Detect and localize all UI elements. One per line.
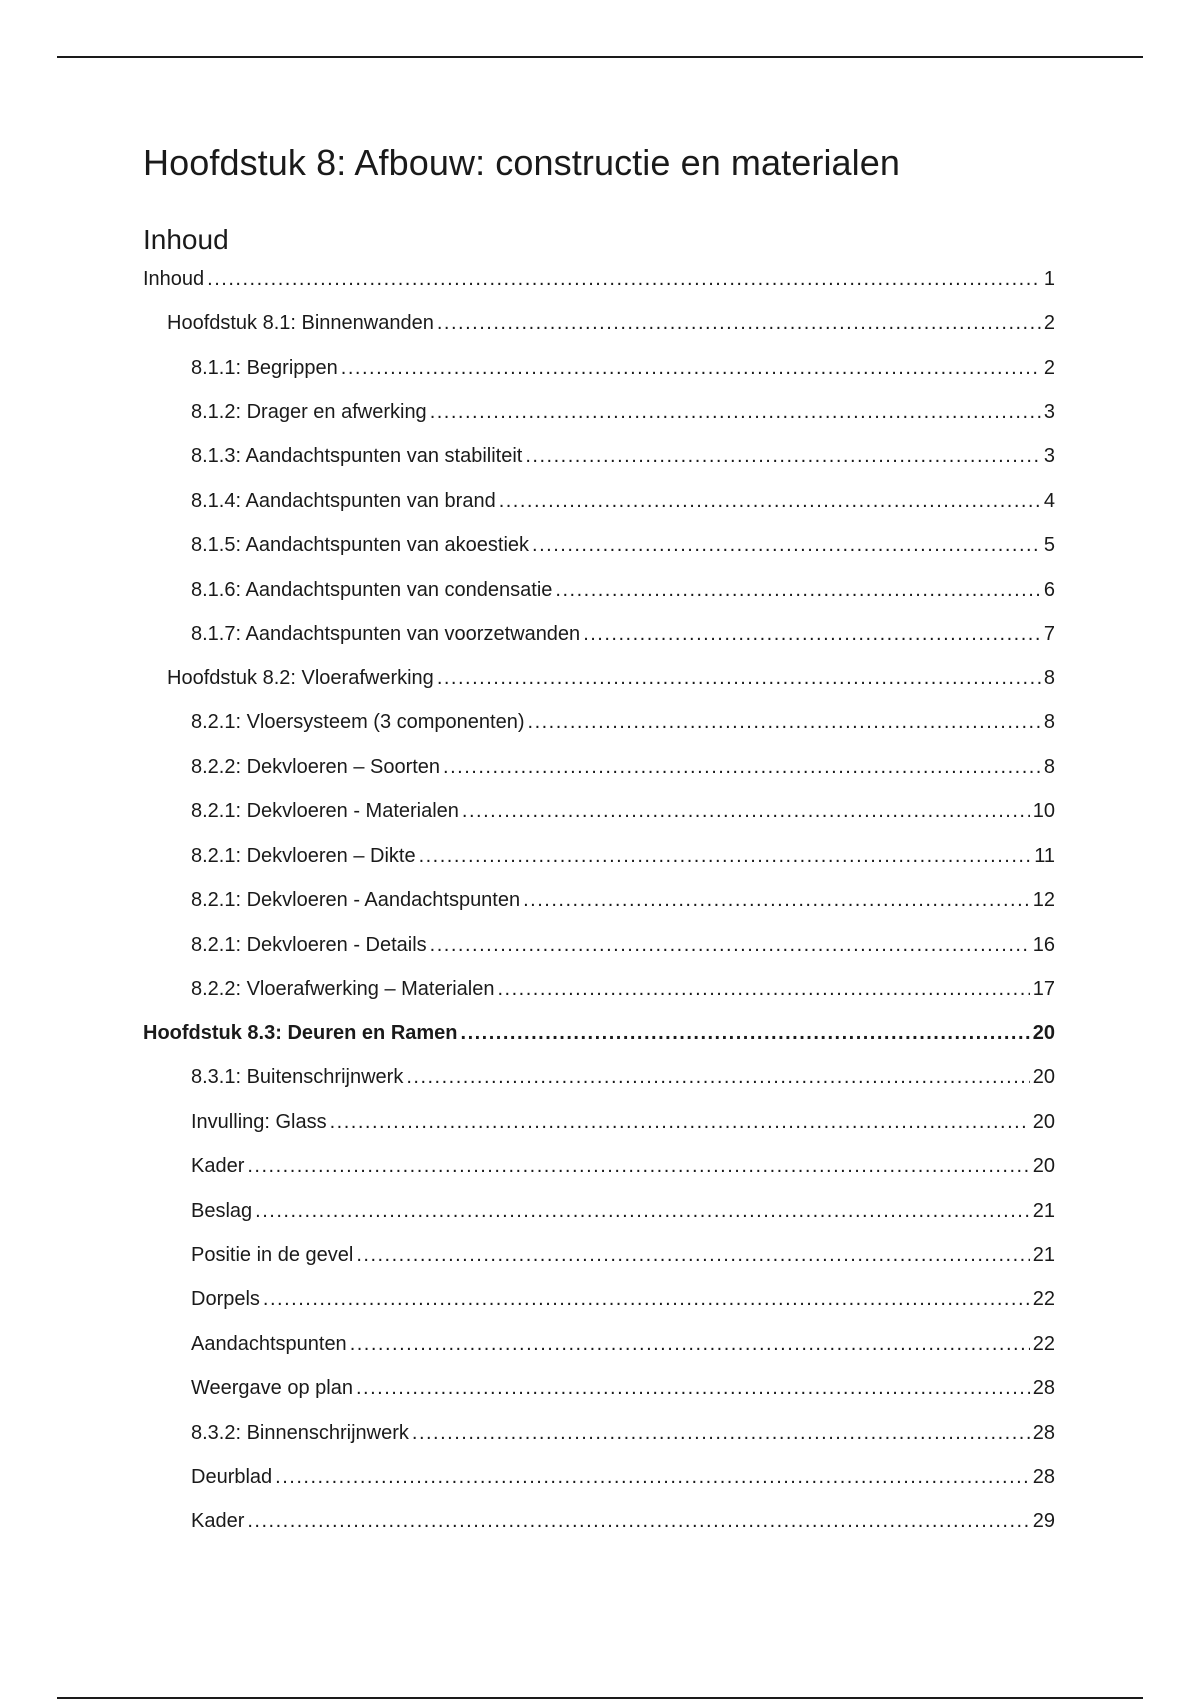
- toc-entry-label: 8.1.7: Aandachtspunten van voorzetwanden: [191, 623, 581, 645]
- toc-leader-dots: [437, 308, 1041, 338]
- toc-entry[interactable]: [191, 885, 1055, 915]
- toc-entry[interactable]: [191, 486, 1055, 516]
- toc-entry-label: 8.2.1: Dekvloeren - Materialen: [191, 800, 459, 822]
- toc-entry-page: 22: [1032, 1333, 1055, 1355]
- toc-entry-page: 28: [1032, 1422, 1055, 1444]
- toc-entry-page: 1: [1043, 268, 1055, 290]
- toc-leader-dots: [498, 974, 1030, 1004]
- toc-entry-page: 21: [1032, 1244, 1055, 1266]
- toc-entry-page: 5: [1043, 534, 1055, 556]
- toc-entry-label: Beslag: [191, 1200, 253, 1222]
- toc-entry-label: Inhoud: [143, 268, 205, 290]
- toc-entry-page: 7: [1043, 623, 1055, 645]
- toc-entry-label: 8.1.1: Begrippen: [191, 357, 338, 379]
- toc-entry-label: Dorpels: [191, 1288, 260, 1310]
- toc-entry-page: 20: [1032, 1066, 1055, 1088]
- toc-entry-page: 20: [1032, 1111, 1055, 1133]
- toc-leader-dots: [356, 1373, 1030, 1403]
- toc-entry[interactable]: [191, 575, 1055, 605]
- toc-leader-dots: [528, 707, 1041, 737]
- toc-entry-page: 11: [1034, 845, 1055, 867]
- toc-entry[interactable]: [191, 841, 1055, 871]
- toc-entry[interactable]: [191, 1418, 1055, 1448]
- toc-leader-dots: [263, 1284, 1030, 1314]
- toc-leader-dots: [255, 1196, 1030, 1226]
- document-title: Hoofdstuk 8: Afbouw: constructie en materialen: [143, 142, 901, 183]
- toc-entry[interactable]: [167, 308, 1055, 338]
- toc-leader-dots: [419, 841, 1032, 871]
- toc-entry-label: Kader: [191, 1155, 245, 1177]
- toc-entry-label: Invulling: Glass: [191, 1111, 327, 1133]
- toc-entry-label: 8.1.5: Aandachtspunten van akoestiek: [191, 534, 530, 556]
- toc-entry-page: 6: [1043, 579, 1055, 601]
- toc-entry-label: 8.1.2: Drager en afwerking: [191, 401, 427, 423]
- toc-entry-page: 10: [1032, 800, 1055, 822]
- toc-entry-page: 2: [1043, 357, 1055, 379]
- toc-entry-label: 8.2.1: Vloersysteem (3 componenten): [191, 711, 525, 733]
- toc-entry-page: 20: [1032, 1155, 1055, 1177]
- toc-entry-label: 8.1.3: Aandachtspunten van stabiliteit: [191, 445, 523, 467]
- toc-entry-page: 8: [1043, 711, 1055, 733]
- toc-entry-page: 20: [1032, 1022, 1055, 1044]
- toc-entry-page: 3: [1043, 401, 1055, 423]
- toc-leader-dots: [437, 663, 1041, 693]
- toc-entry[interactable]: [191, 1506, 1055, 1536]
- toc-entry-label: 8.1.6: Aandachtspunten van condensatie: [191, 579, 553, 601]
- toc-entry[interactable]: [191, 796, 1055, 826]
- toc-leader-dots: [247, 1151, 1029, 1181]
- toc-entry-label: Hoofdstuk 8.3: Deuren en Ramen: [143, 1022, 458, 1044]
- toc-leader-dots: [443, 752, 1041, 782]
- toc-entry[interactable]: [191, 1462, 1055, 1492]
- toc-leader-dots: [406, 1062, 1029, 1092]
- toc-leader-dots: [523, 885, 1030, 915]
- toc-entry[interactable]: [191, 1329, 1055, 1359]
- toc-entry-label: 8.2.1: Dekvloeren - Details: [191, 934, 427, 956]
- toc-entry-page: 12: [1032, 889, 1055, 911]
- toc-entry-label: 8.1.4: Aandachtspunten van brand: [191, 490, 496, 512]
- toc-leader-dots: [341, 353, 1041, 383]
- toc-entry-label: Positie in de gevel: [191, 1244, 354, 1266]
- toc-entry-page: 22: [1032, 1288, 1055, 1310]
- header-rule: [57, 56, 1143, 58]
- toc-entry[interactable]: [143, 1018, 1055, 1048]
- toc-leader-dots: [583, 619, 1041, 649]
- toc-entry[interactable]: [191, 397, 1055, 427]
- toc-entry[interactable]: [191, 353, 1055, 383]
- toc-leader-dots: [532, 530, 1041, 560]
- toc-leader-dots: [247, 1506, 1029, 1536]
- toc-entry[interactable]: [191, 619, 1055, 649]
- footer-rule: [57, 1697, 1143, 1699]
- toc-entry-label: Hoofdstuk 8.1: Binnenwanden: [167, 312, 434, 334]
- toc-entry-label: 8.2.1: Dekvloeren – Dikte: [191, 845, 416, 867]
- toc-entry-page: 17: [1032, 978, 1055, 1000]
- toc-heading: Inhoud: [143, 224, 229, 255]
- toc-leader-dots: [412, 1418, 1030, 1448]
- toc-leader-dots: [275, 1462, 1030, 1492]
- toc-entry-page: 8: [1043, 667, 1055, 689]
- toc-leader-dots: [499, 486, 1041, 516]
- toc-entry-page: 28: [1032, 1377, 1055, 1399]
- toc-leader-dots: [207, 264, 1041, 294]
- toc-entry-label: 8.3.2: Binnenschrijnwerk: [191, 1422, 409, 1444]
- toc-entry-page: 21: [1032, 1200, 1055, 1222]
- toc-entry[interactable]: [191, 1373, 1055, 1403]
- toc-entry[interactable]: [191, 974, 1055, 1004]
- toc-entry-label: 8.2.2: Vloerafwerking – Materialen: [191, 978, 495, 1000]
- toc-entry-label: Hoofdstuk 8.2: Vloerafwerking: [167, 667, 434, 689]
- toc-entry-page: 4: [1043, 490, 1055, 512]
- toc-entry[interactable]: [191, 1151, 1055, 1181]
- toc-entry-label: Kader: [191, 1510, 245, 1532]
- toc-entry-page: 3: [1043, 445, 1055, 467]
- toc-entry[interactable]: [191, 1284, 1055, 1314]
- toc-leader-dots: [462, 796, 1030, 826]
- toc-leader-dots: [430, 397, 1041, 427]
- toc-entry-page: 8: [1043, 756, 1055, 778]
- toc-leader-dots: [350, 1329, 1030, 1359]
- toc-entry-label: Aandachtspunten: [191, 1333, 347, 1355]
- toc-leader-dots: [461, 1018, 1030, 1048]
- toc-entry[interactable]: [191, 1196, 1055, 1226]
- toc-entry-label: 8.3.1: Buitenschrijnwerk: [191, 1066, 404, 1088]
- toc-entry-page: 16: [1032, 934, 1055, 956]
- toc-entry[interactable]: [191, 1062, 1055, 1092]
- toc-entry-page: 28: [1032, 1466, 1055, 1488]
- toc-entry-page: 2: [1043, 312, 1055, 334]
- toc-leader-dots: [330, 1107, 1030, 1137]
- toc-entry[interactable]: [191, 1240, 1055, 1270]
- toc-entry-label: Weergave op plan: [191, 1377, 353, 1399]
- toc-entry-label: 8.2.1: Dekvloeren - Aandachtspunten: [191, 889, 521, 911]
- toc-leader-dots: [525, 441, 1041, 471]
- toc-entry[interactable]: [191, 441, 1055, 471]
- toc-entry[interactable]: [143, 264, 1055, 294]
- toc-leader-dots: [356, 1240, 1029, 1270]
- toc-leader-dots: [430, 930, 1030, 960]
- toc-entry[interactable]: [191, 930, 1055, 960]
- toc-leader-dots: [555, 575, 1040, 605]
- toc-entry[interactable]: [191, 1107, 1055, 1137]
- toc-entry[interactable]: [191, 752, 1055, 782]
- toc-entry[interactable]: [191, 530, 1055, 560]
- toc-entry-label: 8.2.2: Dekvloeren – Soorten: [191, 756, 441, 778]
- toc-entry-label: Deurblad: [191, 1466, 273, 1488]
- toc-entry-page: 29: [1032, 1510, 1055, 1532]
- toc-entry[interactable]: [191, 707, 1055, 737]
- toc-entry[interactable]: [167, 663, 1055, 693]
